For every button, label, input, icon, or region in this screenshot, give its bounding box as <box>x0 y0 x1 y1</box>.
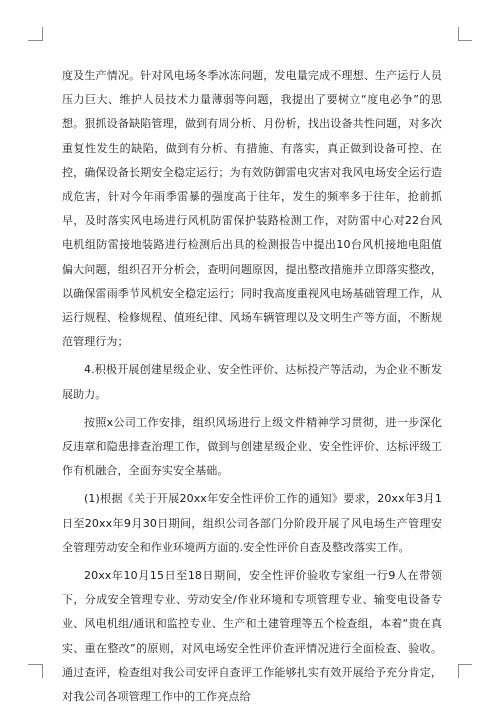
paragraph: 度及生产情况。针对风电场冬季冰冻问题，发电量完成不理想、生产运行人员压力巨大、维护人员技术力量薄弱等问题，我提出了要树立“度电必争”的思想。狠抓设备缺陷管理，做到有周分析、月份析，找出设备共性问题，对多次重复性发生的缺陷，做到有分析、有措施、有落实，真正做到设备可控、在控，确保设备长期安全稳定运行；为有效防御雷电灾害对我风电场安全运行造成危害，针对今年雨季雷暴的强度高于往年，发生的频率多于往年，抢前抓早，及时落实风电场进行风机防雷保护装路检测工作，对防雷中心对22台风电机组防雷接地装路进行检测后出具的检测报告中提出10台风机接地电阻值偏大问题，组织召开分析会，查明问题原因，提出整改措施并立即落实整改，以确保雷雨季节风机安全稳定运行；同时我高度重视风电场基础管理工作，从运行规程、检修规程、值班纪律、风场车辆管理以及文明生产等方面，不断规范管理行为； <box>62 69 442 349</box>
crop-mark-top-left <box>42 27 43 41</box>
paragraph: 20xx年10月15日至18日期间，安全性评价验收专家组一行9人在带领下，分成安全管理专业、劳动安全/作业环境和专项管理专业、输变电设备专业、风电机组/通讯和监控专业、生产和土建管理等五个检查组，本着“贵在真实、重在整改”的原则，对风电场安全性评价查评情况进行全面检查、验收。通过查评，检查组对我公司安评自查评工作能够扎实有效开展给予充分肯定，对我公司各项管理工作中的工作亮点给 <box>62 569 442 704</box>
crop-mark-bottom-right <box>458 664 472 665</box>
crop-mark-bottom-left <box>42 664 43 678</box>
crop-mark-bottom-left <box>28 664 42 665</box>
crop-mark-top-right <box>458 27 459 41</box>
crop-mark-top-left <box>28 40 42 41</box>
document-body <box>62 64 442 709</box>
paragraph: 按照x公司工作安排，组织风场进行上级文件精神学习贯彻，进一步深化反违章和隐患排查治理工作，做到与创建星级企业、安全性评价、达标评级工作有机融合，全面夯实安全基础。 <box>62 415 442 478</box>
crop-mark-bottom-right <box>458 664 459 678</box>
paragraph: 4.积极开展创建星级企业、安全性评价、达标投产等活动，为企业不断发展助力。 <box>62 363 442 401</box>
crop-mark-top-right <box>458 40 472 41</box>
paragraph: (1)根据《关于开展20xx年安全性评价工作的通知》要求，20xx年3月1日至20xx年9月30日期间，组织公司各部门分阶段开展了风电场生产管理安全管理劳动安全和作业环境两方面的.安全性评价自查及整改落实工作。 <box>62 492 442 554</box>
